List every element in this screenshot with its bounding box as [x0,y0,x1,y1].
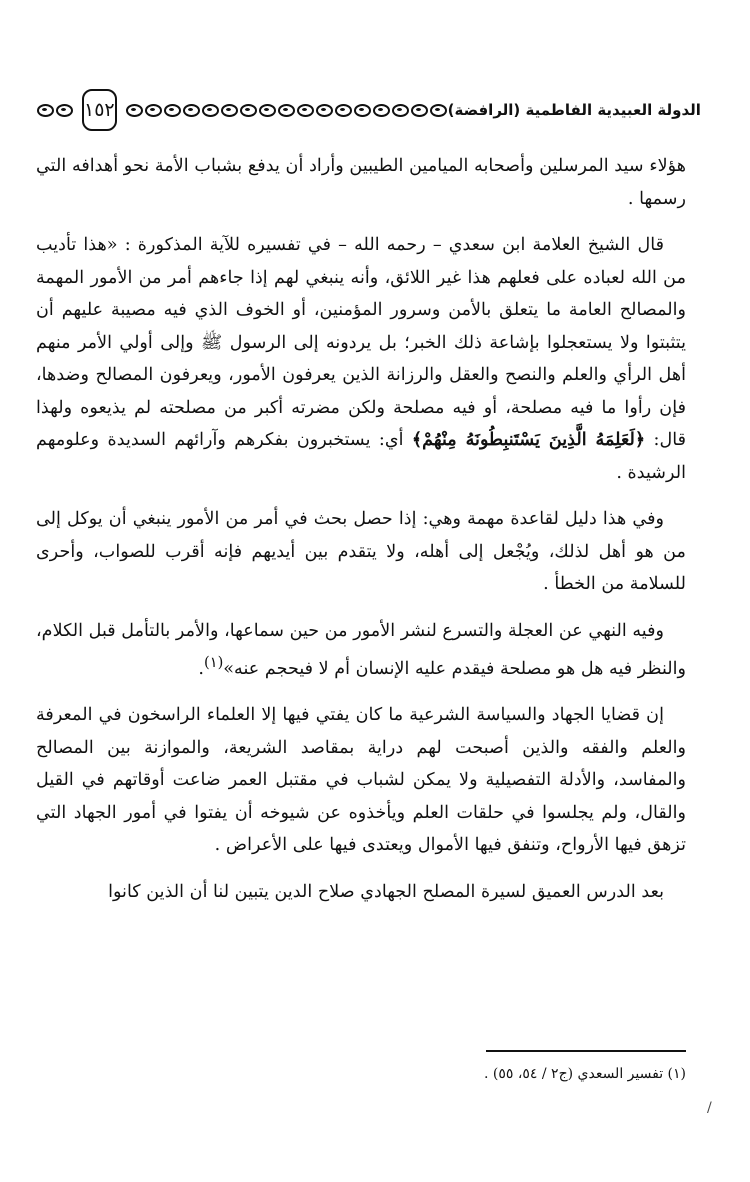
page-number: ١٥٢ [82,89,117,131]
ornament-chain [125,104,448,117]
paragraph [36,229,686,489]
ornament-left [36,104,74,117]
book-title: الدولة العبيدية الفاطمية (الرافضة) [447,101,701,119]
footnote: (١) تفسير السعدي (ج٢ / ٥٤، ٥٥) . [483,1066,686,1082]
ornament-link [259,104,276,117]
paragraph-text: وفيه النهي عن العجلة والتسرع لنشر الأمور من حين سماعها، والأمر بالتأمل قبل الكلام، والنظر فيه هل هو مصلحة فيقدم عليه الإنسان أم لا فيحجم عنه» [36,620,686,679]
ornament-link [373,104,390,117]
ornament-link [354,104,371,117]
paragraph: بعد الدرس العميق لسيرة المصلح الجهادي صلاح الدين يتبين لنا أن الذين كانوا [108,881,664,902]
paragraph-text: أي: يستخبرون بفكرهم وآرائهم السديدة وعلومهم الرشيدة . [36,430,686,483]
paragraph-text: . [198,658,204,679]
ornament-link [37,104,54,117]
ornament-link [164,104,181,117]
paragraph: إن قضايا الجهاد والسياسة الشرعية ما كان يفتي فيها إلا العلماء الراسخون في المعرفة والعلم والفقه والذين أصبحت لهم دراية بمقاصد الشريعة، والموازنة بين المصالح والمفاسد، والأدلة التفصيلية ولا يمكن لشباب في مقتبل العمر ضاعت أوقاتهم في القيل والقال، ولم يجلسوا في حلقات العلم ويأخذوه عن شيوخه أن يفتوا في أمور الجهاد التي تزهق فيها الأرواح، وتنفق فيها الأموال ويعتدى فيها على الأعراض . [36,705,686,856]
ornament-link [221,104,238,117]
paragraph [36,615,686,686]
ornament-link [411,104,428,117]
ornament-link [202,104,219,117]
ornament-link [145,104,162,117]
ornament-link [278,104,295,117]
ornament-link [316,104,333,117]
ornament-link [183,104,200,117]
ornament-link [430,104,447,117]
ornament-link [392,104,409,117]
ornament-link [297,104,314,117]
paragraph: وفي هذا دليل لقاعدة مهمة وهي: إذا حصل بحث في أمر من الأمور ينبغي أن يوكل إلى من هو أهل لذلك، ويُجْعل إلى أهله، ولا يتقدم بين أيديهم فإنه أقرب للصواب، وأحرى للسلامة من الخطأ . [36,509,686,594]
ornament-link [126,104,143,117]
ornament-link [335,104,352,117]
footnote-divider [486,1050,686,1052]
page-header [36,88,701,132]
page-body [36,150,686,922]
footnote-marker: (١) [203,654,224,671]
stray-mark: / [707,1100,712,1116]
ornament-link [240,104,257,117]
paragraph-text: قال الشيخ العلامة ابن سعدي – رحمه الله – في تفسيره للآية المذكورة : «هذا تأديب من الله لعباده على فعلهم هذا غير اللائق، وأنه ينبغي لهم إذا جاءهم أمر من الأمور المهمة والمصالح العامة ما يتعلق بالأمن وسرور المؤمنين، أو الخوف الذي فيه مصيبة عليهم أن يتثبتوا ولا يستعجلوا بإشاعة ذلك الخبر؛ بل يردونه إلى الرسول ﷺ وإلى أولي الأمر منهم أهل الرأي والعلم والنصح والعقل والرزانة الذين يعرفون الأمور، ويعرفون المصالح وضدها، فإن رأوا ما فيه مصلحة، أو فيه مصلحة ولكن مضرته أكبر من مصلحته لم يذيعوه ولهذا قال: [36,235,687,450]
paragraph: هؤلاء سيد المرسلين وأصحابه الميامين الطيبين وأراد أن يدفع بشباب الأمة نحو أهدافه التي رسمها . [36,156,686,209]
quran-verse: ﴿لَعَلِمَهُ الَّذِينَ يَسْتَنبِطُونَهُ مِنْهُمْ﴾ [411,429,646,450]
ornament-link [56,104,73,117]
